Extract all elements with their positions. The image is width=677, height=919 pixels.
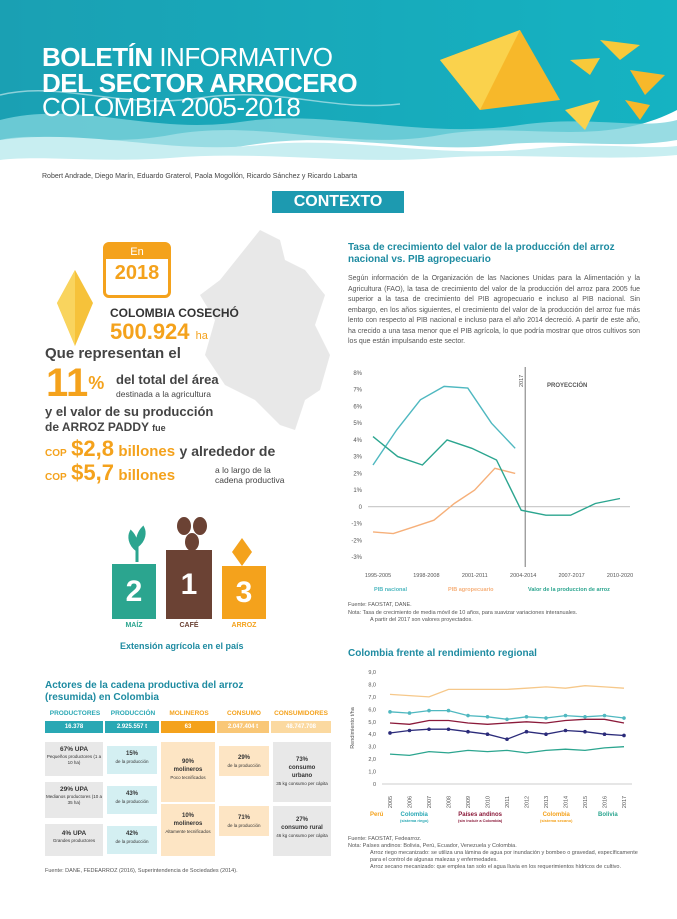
y-axis-label: Rendimiento t/ha <box>350 707 356 749</box>
y-tick-label: 3% <box>353 454 362 461</box>
x-tick-label: 2007 <box>427 795 433 809</box>
y-tick-label: 2% <box>353 471 362 478</box>
growth-chart <box>340 365 640 602</box>
legend-bolivia: Bolivia <box>598 812 618 818</box>
series-point-3 <box>505 737 509 741</box>
regional-chart <box>342 664 642 829</box>
series-point-1 <box>388 710 392 714</box>
series-point-3 <box>388 731 392 735</box>
rice-icon <box>232 538 252 566</box>
y-tick-label: 5% <box>353 421 362 428</box>
podium <box>112 520 272 630</box>
legend-col-riego: Colombia (sistema riego) <box>400 812 429 823</box>
calendar-year: 2018 <box>114 262 160 284</box>
series-point-1 <box>564 714 568 718</box>
actores-source: Fuente: DANE, FEDEARROZ (2016), Superintendencia de Sociedades (2014). <box>45 868 238 874</box>
series-line-2 <box>373 437 620 516</box>
y-tick-label: 1% <box>353 488 362 495</box>
rice-grain-icon <box>55 268 95 348</box>
series-point-1 <box>525 715 529 719</box>
series-point-1 <box>622 716 626 720</box>
x-tick-label: 2010-2020 <box>606 573 634 579</box>
y-tick-label: 6,0 <box>368 707 376 714</box>
x-tick-label: 2012 <box>524 795 531 809</box>
coffee-beans-icon <box>172 516 212 552</box>
x-tick-label: 2004-2014 <box>510 573 537 579</box>
series-point-3 <box>525 730 529 734</box>
series-point-3 <box>447 727 451 731</box>
legend-peru: Perú <box>370 812 384 818</box>
regional-legend <box>370 812 650 832</box>
y-tick-label: 6% <box>353 404 362 411</box>
legend-col-secano: Colombia (sistema secano) <box>540 812 573 823</box>
cosecho-label: COLOMBIA COSECHÓ <box>110 306 239 320</box>
series-point-3 <box>427 727 431 731</box>
y-tick-label: 1,0 <box>368 769 376 776</box>
y-tick-label: 0 <box>358 504 362 511</box>
tasa-body: Según información de la Organización de las Naciones Unidas para la Alimentación y la Agricultura (FAO), la tasa de crecimiento del valor de la producción del arroz para 2005 fue superior a la tasa de crecimiento del PIB agropecuario e incluso al PIB nacional. Sin embargo, en los años siguientes, el crecimiento del valor de la producción del arroz fue más lento con respecto al PIB nacional e incluso para el año 2014 decreció. A partir de este año, ha crecido a una tasa menor que el PIB agrícola, lo que podría mostrar que otros cultivos son los que están impulsando este sector. <box>348 275 640 345</box>
pct-text1: del total del área <box>116 372 219 387</box>
series-point-1 <box>505 717 509 721</box>
pct-value: 11% <box>46 361 105 405</box>
y-tick-label: 4,0 <box>368 732 376 739</box>
x-tick-label: 2015 <box>583 795 589 809</box>
regional-source: Fuente: FAOSTAT, Fedearroz. <box>348 836 422 842</box>
series-point-3 <box>564 729 568 733</box>
value1-row: COP $2,8 billones y alrededor de <box>45 436 276 461</box>
y-tick-label: 8,0 <box>368 682 376 689</box>
valor-text2: de ARROZ PADDY fue <box>45 420 166 434</box>
actores-title: Actores de la cadena productiva del arroz (resumida) en Colombia <box>45 680 244 703</box>
y-tick-label: 3,0 <box>368 744 376 751</box>
regional-title: Colombia frente al rendimiento regional <box>348 648 537 659</box>
series-point-1 <box>544 716 548 720</box>
series-point-1 <box>466 714 470 718</box>
extension-label: Extensión agrícola en el país <box>120 641 244 651</box>
series-point-1 <box>447 709 451 713</box>
x-tick-label: 2017 <box>622 795 628 809</box>
x-tick-label: 1995-2005 <box>364 573 392 579</box>
series-point-3 <box>486 732 490 736</box>
series-point-1 <box>486 715 490 719</box>
series-point-3 <box>622 734 626 738</box>
series-point-3 <box>408 729 412 733</box>
y-tick-label: 7% <box>353 387 362 394</box>
regional-note1: Nota: Países andinos: Bolivia, Perú, Ecuador, Venezuela y Colombia. <box>348 843 517 849</box>
podium-arroz: 3 <box>222 566 266 619</box>
x-tick-label: 2006 <box>407 795 414 809</box>
podium-label-cafe: CAFÉ <box>179 622 199 629</box>
tasa-source: Fuente: FAOSTAT, DANE. <box>348 602 412 608</box>
header-title-line1: BOLETÍN INFORMATIVO <box>42 42 333 72</box>
header-title-line3: COLOMBIA 2005-2018 <box>42 92 301 122</box>
x-tick-label: 2008 <box>446 795 453 809</box>
tasa-note1: Nota: Tasa de crecimiento de media móvil de 10 años, para suavizar variaciones interanuales. <box>348 610 578 616</box>
area-amount: 500.924 ha <box>110 319 208 344</box>
representan-text: Que representan el <box>45 345 181 362</box>
series-point-3 <box>583 730 587 734</box>
series-point-1 <box>603 714 607 718</box>
calendar-label: En <box>106 245 168 259</box>
y-tick-label: 5,0 <box>368 719 376 726</box>
divider-label: 2017 <box>519 374 526 387</box>
contexto-banner: CONTEXTO <box>272 191 404 213</box>
y-tick-label: -2% <box>351 538 362 545</box>
series-point-3 <box>544 732 548 736</box>
series-point-3 <box>466 730 470 734</box>
podium-maiz: 2 <box>112 564 156 619</box>
value2-row: COP $5,7 billones <box>45 460 176 485</box>
header-title-line2: DEL SECTOR ARROCERO <box>42 68 358 98</box>
legend-2: Valor de la produccion de arroz <box>528 587 610 593</box>
x-tick-label: 2016 <box>602 795 609 809</box>
header-banner <box>0 0 677 160</box>
y-tick-label: 0 <box>372 782 376 788</box>
y-tick-label: 2,0 <box>368 757 376 764</box>
y-tick-label: 4% <box>353 437 362 444</box>
series-point-1 <box>427 709 431 713</box>
series-line-4 <box>390 747 624 756</box>
y-tick-label: 7,0 <box>368 694 376 701</box>
series-line-0 <box>390 686 624 697</box>
x-tick-label: 2010 <box>485 795 492 809</box>
actores-table: PRODUCTORES PRODUCCIÓN MOLINEROS CONSUMO CONSUMIDORES 16.378 2.925.557 t 63 2.047.404 t 48.747.708 67% UPA Pequeños productores (1 a 10 ha) 15% de la producción 29% UPA Medianos productores (10 a 35 ha) 43% de la producción 4% UPA Grandes productores 42% de la producción 90% molineros Poco tecnificados 10% molineros Altamente tecnificados 29% de la producción 71% de la producción 73% consumo urbano 35 kg consumo per cápita 27% consumo rural 46 kg consumo per cápita <box>45 710 331 860</box>
y-tick-label: -3% <box>351 555 362 561</box>
projection-label: PROYECCIÓN <box>547 383 588 389</box>
series-line-1 <box>373 468 515 533</box>
podium-label-maiz: MAÍZ <box>125 622 143 629</box>
podium-label-arroz: ARROZ <box>231 622 257 629</box>
regional-note2: Arroz riego mecanizado: se utiliza una lámina de agua por inundación y bombeo o gravedad, específicamente para el control de algunas malezas y enfermedades. <box>370 850 638 863</box>
lo-largo-text: a lo largo de la cadena productiva <box>215 465 285 485</box>
valor-text1: y el valor de su producción <box>45 404 214 419</box>
x-tick-label: 2005 <box>388 795 394 809</box>
x-tick-label: 1998-2008 <box>413 573 440 579</box>
y-tick-label: 8% <box>353 371 362 377</box>
legend-0: PIB nacional <box>374 587 408 593</box>
x-tick-label: 2007-2017 <box>558 573 585 579</box>
series-point-1 <box>408 711 412 715</box>
calendar-icon <box>103 242 171 298</box>
x-tick-label: 2011 <box>505 796 511 808</box>
series-point-3 <box>603 732 607 736</box>
x-tick-label: 2013 <box>544 795 550 809</box>
authors: Robert Andrade, Diego Marín, Eduardo Graterol, Paola Mogollón, Ricardo Sánchez y Ricardo Labarta <box>42 173 358 180</box>
podium-cafe: 1 <box>166 550 212 619</box>
tasa-title: Tasa de crecimiento del valor de la producción del arroz nacional vs. PIB agropecuario <box>348 242 615 265</box>
tasa-note2: A partir del 2017 son valores proyectados. <box>370 617 473 623</box>
regional-note3: Arroz secano mecanizado: que emplea tan solo el agua lluvia en los requerimientos hídricos de cultivo. <box>370 864 622 870</box>
y-tick-label: -1% <box>351 521 362 528</box>
y-tick-label: 9,0 <box>368 670 376 676</box>
pct-text2: destinada a la agricultura <box>116 389 211 399</box>
x-tick-label: 2014 <box>563 795 570 809</box>
x-tick-label: 2001-2011 <box>461 573 488 579</box>
corn-plant-icon <box>127 520 147 562</box>
series-point-1 <box>583 715 587 719</box>
legend-paises: Países andinos (sin incluir a Colombia) <box>458 812 503 823</box>
x-tick-label: 2009 <box>466 795 472 809</box>
legend-1: PIB agropecuario <box>448 587 494 593</box>
